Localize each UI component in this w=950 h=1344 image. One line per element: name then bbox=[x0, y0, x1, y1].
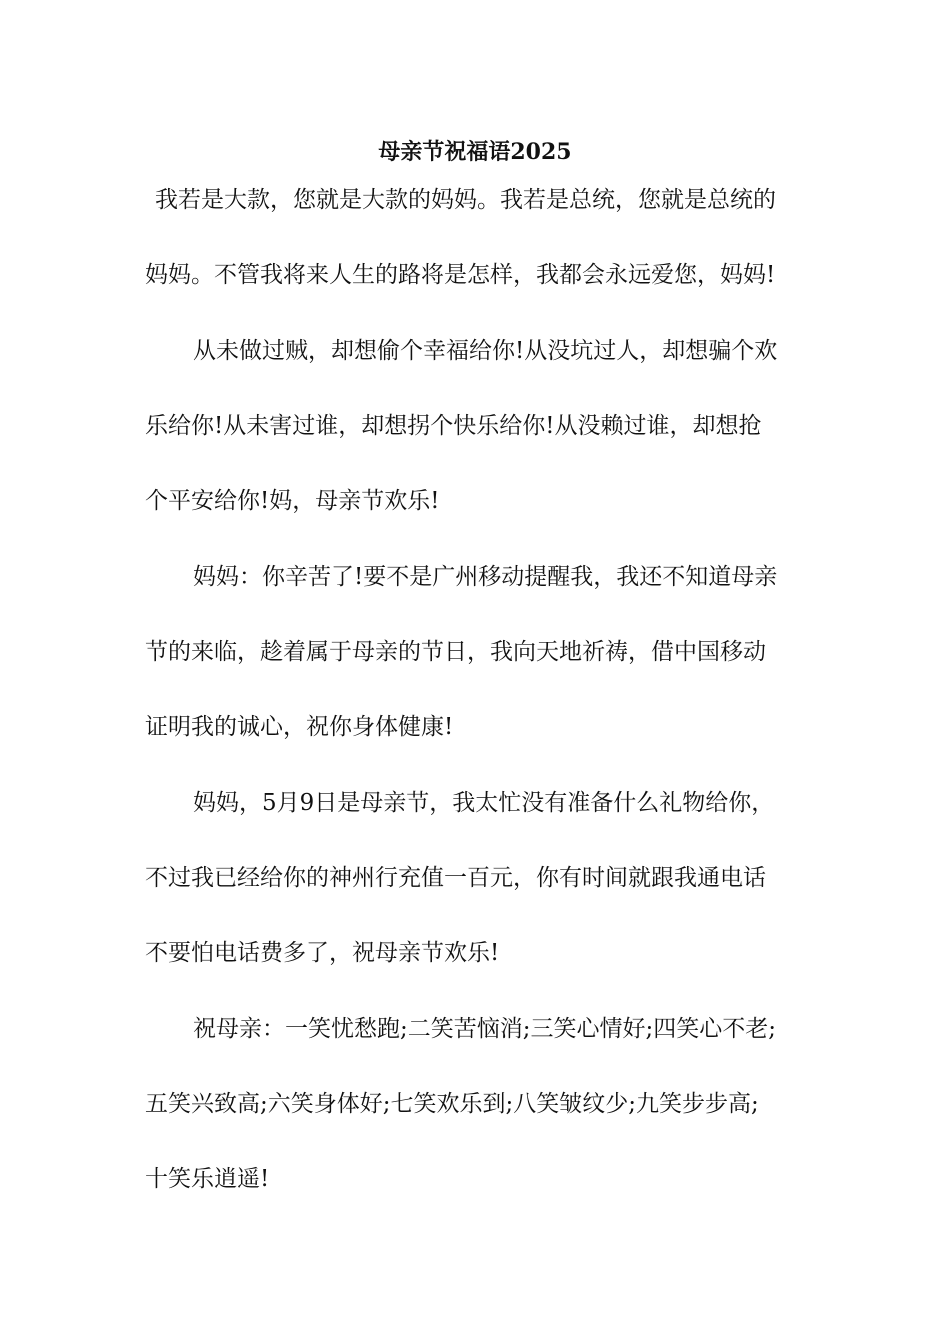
paragraph-line: 乐给你!从未害过谁，却想拐个快乐给你!从没赖过谁，却想抢 bbox=[145, 413, 762, 439]
paragraph-line: 不要怕电话费多了，祝母亲节欢乐! bbox=[145, 940, 500, 966]
document-title: 母亲节祝福语2025 bbox=[378, 139, 572, 165]
paragraph-line: 祝母亲：一笑忧愁跑;二笑苦恼消;三笑心情好;四笑心不老; bbox=[193, 1016, 776, 1042]
paragraph-line: 我若是大款，您就是大款的妈妈。我若是总统，您就是总统的 bbox=[155, 187, 776, 213]
paragraph-line: 妈妈，5月9日是母亲节，我太忙没有准备什么礼物给你， bbox=[193, 790, 775, 816]
paragraph-line: 妈妈：你辛苦了!要不是广州移动提醒我，我还不知道母亲 bbox=[193, 564, 778, 590]
paragraph-line: 从未做过贼，却想偷个幸福给你!从没坑过人，却想骗个欢 bbox=[193, 338, 778, 364]
paragraph-line: 证明我的诚心，祝你身体健康! bbox=[145, 714, 454, 740]
paragraph-line: 妈妈。不管我将来人生的路将是怎样，我都会永远爱您，妈妈! bbox=[145, 262, 776, 288]
paragraph-line: 不过我已经给你的神州行充值一百元，你有时间就跟我通电话 bbox=[145, 865, 766, 891]
paragraph-line: 十笑乐逍遥! bbox=[145, 1166, 270, 1192]
paragraph-line: 五笑兴致高;六笑身体好;七笑欢乐到;八笑皱纹少;九笑步步高; bbox=[145, 1091, 759, 1117]
paragraph-line: 个平安给你!妈，母亲节欢乐! bbox=[145, 488, 440, 514]
paragraph-line: 节的来临，趁着属于母亲的节日，我向天地祈祷，借中国移动 bbox=[145, 639, 766, 665]
